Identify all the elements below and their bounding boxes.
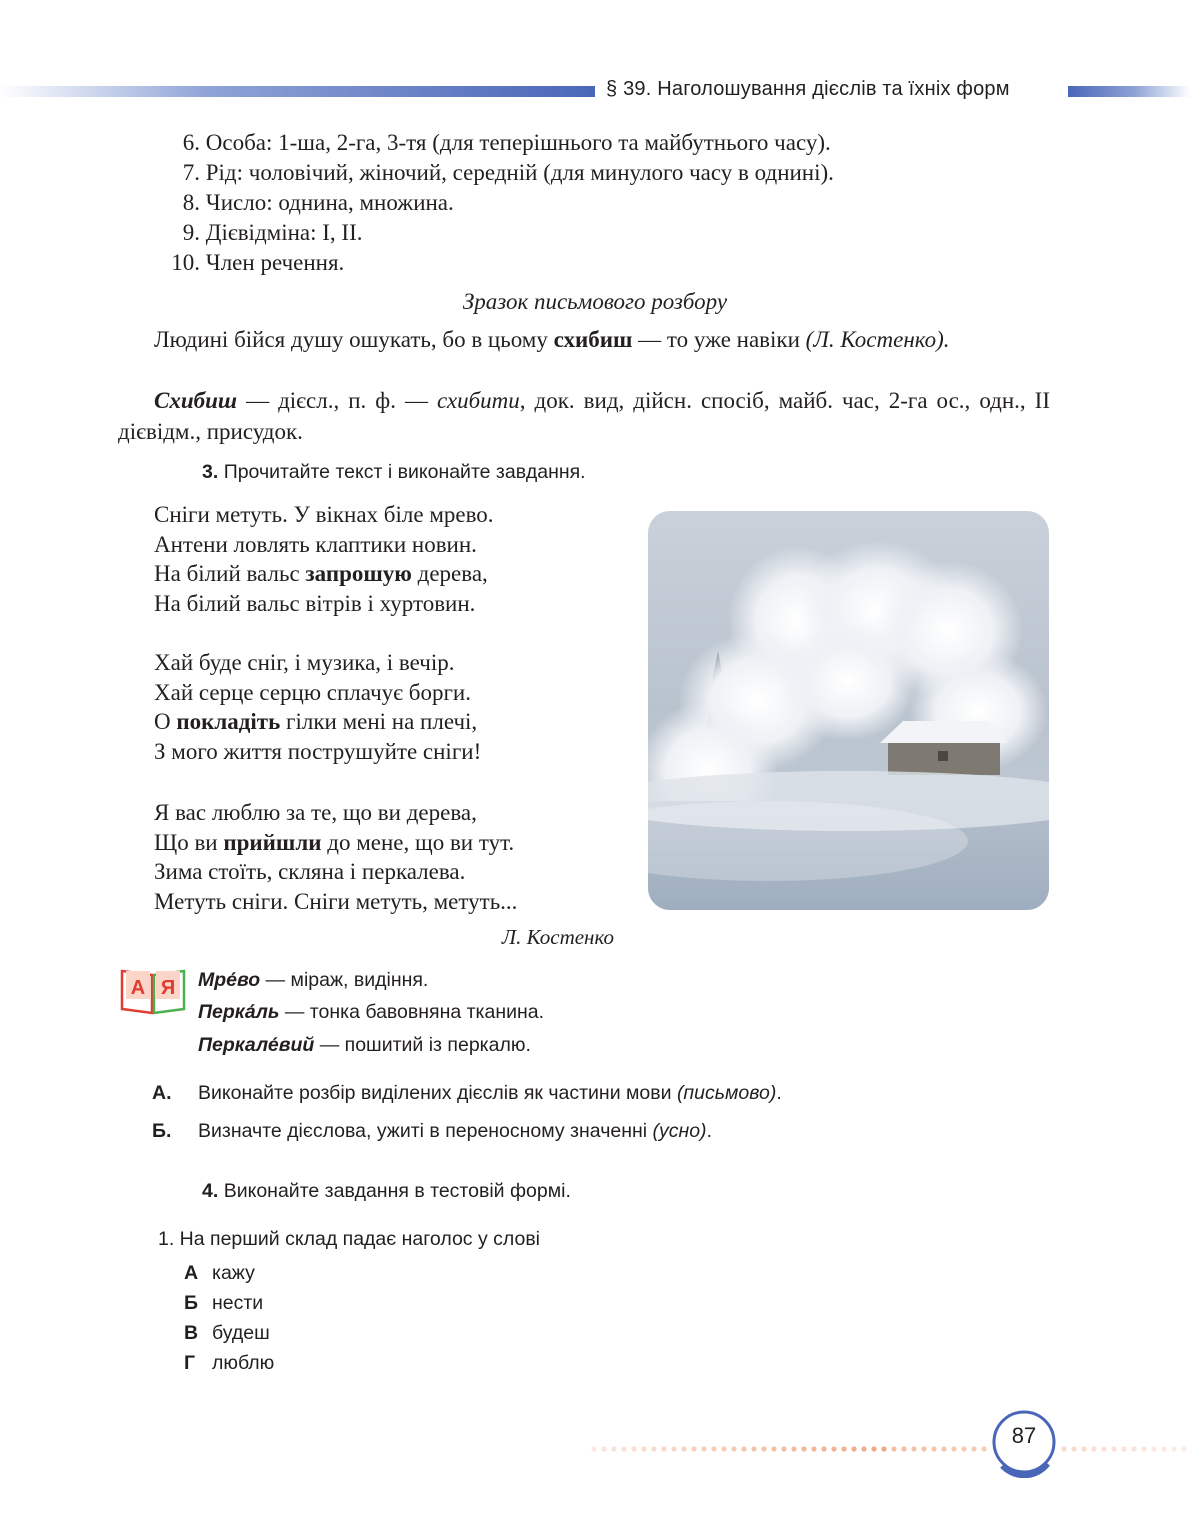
footer-dot [621,1446,626,1451]
option-letter: В [184,1322,199,1344]
test-question: 1. На перший склад падає наголос у слові [158,1228,541,1250]
poem-stanza-2 [154,648,481,766]
poem-line: Сніги метуть. У вікнах біле мрево. [154,502,494,527]
list-item: 7. Рід: чоловічий, жіночий, середній (для минулого часу в однині). [182,160,834,185]
footer-dot [691,1446,696,1451]
dictionary-entry: Мре́во — міраж, видіння. [198,969,429,991]
list-item: 6. Особа: 1-ша, 2-га, 3-тя (для теперішнього та майбутнього часу). [182,130,831,155]
footer-dot [1061,1446,1066,1451]
footer-dot [1141,1446,1146,1451]
footer-dot [1131,1446,1136,1451]
task-3: 3. Прочитайте текст і виконайте завдання. [202,461,586,483]
footer-dot [681,1446,686,1451]
footer-dot [631,1446,636,1451]
poem-author: Л. Костенко [501,925,614,949]
subtask-text: Визначте дієслова, ужиті в переносному значенні (усно). [198,1120,712,1142]
footer-dot [1091,1446,1096,1451]
poem-stanza-3 [154,798,517,916]
poem-line: Зима стоїть, скляна і перкалева. [154,859,466,884]
footer-dot [871,1446,876,1451]
footer-dot [1171,1446,1176,1451]
poem-line: Антени ловлять клаптики новин. [154,531,477,557]
list-item: 8. Число: однина, множина. [182,190,454,215]
page-number: 87 [1011,1423,1037,1448]
winter-landscape-image [648,511,1049,910]
footer-dot [851,1446,856,1451]
footer-dot [651,1446,656,1451]
list-item: 10. Член речення. [171,250,345,275]
footer-dot [701,1446,706,1451]
poem-line: Що ви прийшли до мене, що ви тут. [154,829,515,855]
header-bar-left [0,86,595,97]
footer-dot [731,1446,736,1451]
poem-line: На білий вальс запрошую дерева, [154,561,488,586]
dictionary-entry: Перка́ль — тонка бавовняна тканина. [198,1001,545,1023]
footer-dot [1071,1446,1076,1451]
footer-dot [741,1446,746,1451]
subtask-label: А. [152,1082,172,1104]
list-item: 9. Дієвідміна: І, ІІ. [182,220,363,245]
footer-dot [711,1446,716,1451]
footer-dot [1161,1446,1166,1451]
footer-dot [901,1446,906,1451]
option-text: нести [212,1292,264,1314]
footer-dot [931,1446,936,1451]
option-text: будеш [212,1322,270,1344]
footer-dot [1111,1446,1116,1451]
footer-dot [781,1446,786,1451]
footer-dot [1121,1446,1126,1451]
footer-dot [721,1446,726,1451]
footer-dot [921,1446,926,1451]
sample-sentence: Людині бійся душу ошукать, бо в цьому схибиш — то уже навіки (Л. Костенко). [154,327,950,352]
footer-dot [891,1446,896,1451]
dictionary-icon-letter: Я [160,977,176,999]
footer-dot [1081,1446,1086,1451]
footer-dot [771,1446,776,1451]
footer-dot [761,1446,766,1451]
option-letter: Б [184,1292,199,1314]
footer-dots-decoration [590,1445,1190,1453]
footer-dot [601,1446,606,1451]
option-letter: А [184,1262,199,1284]
dictionary-entry: Перкале́вий — пошитий із перкалю. [198,1034,531,1056]
footer-dot [661,1446,666,1451]
sample-analysis: Схибиш — дієсл., п. ф. — схибити, док. вид, дійсн. спосіб, майб. час, 2-га ос., одн., ІІ дієвідм., присудок. [118,388,1050,444]
footer-dot [791,1446,796,1451]
footer-dot [811,1446,816,1451]
poem-line: О покладіть гілки мені на плечі, [154,709,478,734]
poem-line: На білий вальс вітрів і хуртовин. [154,590,476,616]
footer-dot [841,1446,846,1451]
footer-dot [591,1446,596,1451]
footer-dot [821,1446,826,1451]
poem-stanza-1 [154,500,494,618]
poem-line: Хай серце серцю сплачує борги. [154,679,471,705]
footer-dot [751,1446,756,1451]
poem-line: З мого життя пострушуйте сніги! [154,738,482,764]
subtask-label: Б. [152,1120,172,1142]
footer-dot [961,1446,966,1451]
section-header-title: § 39. Наголошування дієслів та їхніх форм [606,78,1010,100]
footer-dot [831,1446,836,1451]
footer-dot [881,1446,886,1451]
footer-dot [611,1446,616,1451]
option-text: люблю [212,1352,275,1374]
footer-dot [861,1446,866,1451]
footer-dot [1181,1446,1186,1451]
header-bar-right [1068,86,1190,97]
sample-title: Зразок письмового розбору [462,289,728,314]
option-letter: Г [184,1352,196,1374]
poem-line: Я вас люблю за те, що ви дерева, [154,800,477,825]
footer-dot [941,1446,946,1451]
task-4: 4. Виконайте завдання в тестовій формі. [202,1180,571,1202]
option-text: кажу [212,1262,255,1284]
poem-line: Метуть сніги. Сніги метуть, метуть... [154,888,518,914]
footer-dot [911,1446,916,1451]
footer-dot [981,1446,986,1451]
dictionary-icon-letter: А [130,977,146,999]
footer-dot [971,1446,976,1451]
subtask-text: Виконайте розбір виділених дієслів як частини мови (письмово). [198,1082,782,1104]
footer-dot [641,1446,646,1451]
footer-dot [1151,1446,1156,1451]
footer-dot [951,1446,956,1451]
poem-line: Хай буде сніг, і музика, і вечір. [154,650,455,675]
dictionary-book-icon [118,965,188,1015]
footer-dot [1101,1446,1106,1451]
footer-dot [671,1446,676,1451]
footer-dot [801,1446,806,1451]
